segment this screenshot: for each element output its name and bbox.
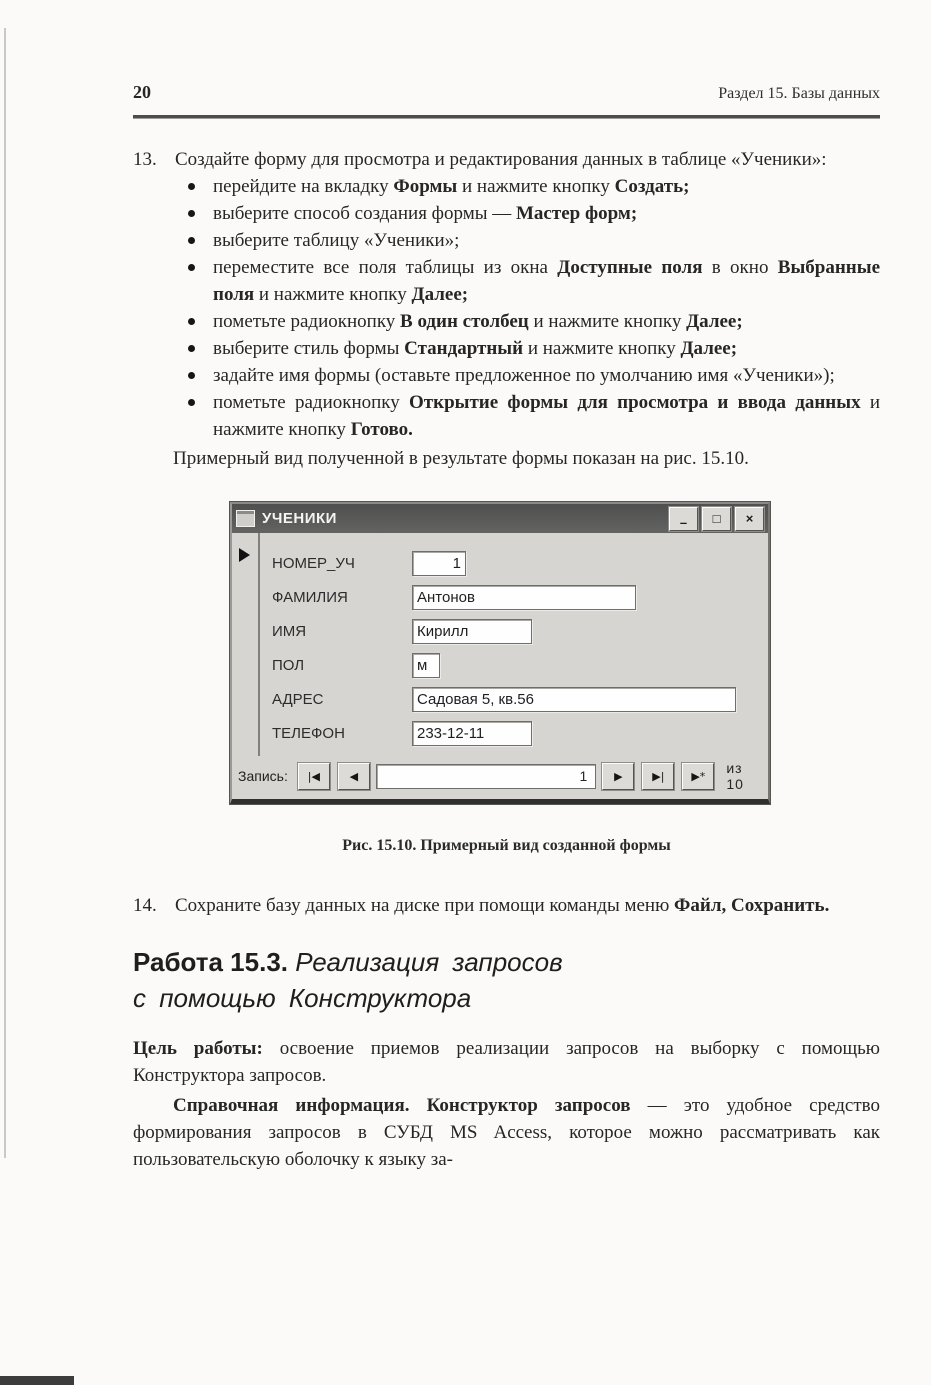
field-row-address [272, 682, 768, 716]
bullet-item: задайте имя формы (оставьте предложенное по умолчанию имя «Ученики»); [133, 362, 880, 389]
new-record-button[interactable] [682, 763, 714, 790]
maximize-icon: □ [712, 511, 721, 526]
field-row-surname [272, 580, 768, 614]
last-record-button[interactable] [642, 763, 674, 790]
next-record-icon: ▶ [614, 769, 623, 783]
task-item-text: Создайте форму для просмотра и редактирования данных в таблице «Ученики»: [175, 149, 827, 170]
field-row-gender [272, 648, 768, 682]
bullet-item: перейдите на вкладку Формы и нажмите кнопку Создать; [133, 173, 880, 200]
field-input-firstname[interactable]: Кирилл [412, 619, 532, 644]
bullet-item: пометьте радиокнопку Открытие формы для просмотра и ввода данных и нажмите кнопку Готово. [133, 389, 880, 443]
field-label: ТЕЛЕФОН [272, 724, 345, 742]
current-record-input[interactable]: 1 [376, 764, 597, 789]
info-paragraph: Справочная информация. Конструктор запросов — это удобное средство формирования запросов в СУБД MS Access, которое можно рассматривать как пользовательскую оболочку к языку за- [133, 1095, 880, 1170]
new-record-icon: ▶* [691, 769, 706, 783]
close-button[interactable] [735, 507, 764, 531]
task-item-number: 13. [133, 149, 157, 170]
maximize-button[interactable] [702, 507, 731, 531]
section-running-title: Раздел 15. Базы данных [718, 85, 880, 102]
prev-record-icon: ◀ [349, 769, 359, 783]
task-item-14 [133, 892, 880, 919]
form-icon [236, 510, 255, 527]
field-input-number[interactable]: 1 [412, 551, 466, 576]
field-input-surname[interactable]: Антонов [412, 585, 636, 610]
minimize-icon: – [679, 515, 688, 530]
record-selector-arrow-icon [239, 548, 250, 562]
window-controls [669, 507, 764, 531]
bullet-item: выберите способ создания формы — Мастер форм; [133, 200, 880, 227]
bullet-item: пометьте радиокнопку В один столбец и нажмите кнопку Далее; [133, 308, 880, 335]
field-label: ИМЯ [272, 622, 307, 640]
task-item-number: 14. [133, 895, 157, 916]
figure-lead-paragraph: Примерный вид полученной в результате формы показан на рис. 15.10. [173, 448, 749, 469]
window-titlebar [232, 504, 768, 533]
field-label: ПОЛ [272, 656, 305, 674]
next-record-button[interactable] [602, 763, 634, 790]
field-input-address[interactable]: Садовая 5, кв.56 [412, 687, 736, 712]
section-heading-title-line2: с помощью Конструктора [133, 983, 472, 1013]
bullet-item: выберите таблицу «Ученики»; [133, 227, 880, 254]
page-number: 20 [133, 82, 151, 102]
bullet-item: выберите стиль формы Стандартный и нажмите кнопку Далее; [133, 335, 880, 362]
figure-caption: Рис. 15.10. Примерный вид созданной формы [342, 837, 671, 854]
close-icon: × [745, 511, 754, 526]
prev-record-button[interactable] [338, 763, 370, 790]
task-item-13 [133, 146, 880, 173]
record-nav-bar [232, 756, 768, 799]
first-record-button[interactable] [298, 763, 330, 790]
field-row-phone [272, 716, 768, 750]
window-title: УЧЕНИКИ [262, 510, 337, 527]
field-label: НОМЕР_УЧ [272, 554, 355, 572]
field-row-firstname [272, 614, 768, 648]
section-heading-title-line1: Реализация запросов [295, 947, 563, 977]
section-heading-number: Работа 15.3. [133, 947, 288, 977]
section-heading [133, 944, 880, 1016]
record-selector-strip[interactable] [232, 533, 260, 756]
minimize-button[interactable] [669, 507, 698, 531]
access-form-window [230, 502, 770, 804]
task-bullet-list [133, 173, 880, 443]
figure-15-10 [230, 502, 770, 804]
field-label: АДРЕС [272, 690, 324, 708]
record-nav-label: Запись: [238, 768, 288, 784]
last-record-icon: ▶| [652, 769, 665, 783]
field-input-phone[interactable]: 233-12-11 [412, 721, 532, 746]
bullet-item: переместите все поля таблицы из окна Доступные поля в окно Выбранные поля и нажмите кнопку Далее; [133, 254, 880, 308]
task-item-text: Сохраните базу данных на диске при помощи команды меню Файл, Сохранить. [175, 895, 830, 916]
first-record-icon: |◀ [307, 769, 320, 783]
page-header [133, 82, 880, 103]
field-label: ФАМИЛИЯ [272, 588, 348, 606]
form-detail-area [232, 533, 768, 756]
field-row-number [272, 546, 768, 580]
record-count-label: из 10 [726, 760, 744, 792]
page-edge-scan-line [4, 28, 6, 1158]
header-rule [133, 115, 880, 119]
page-body [133, 146, 880, 1173]
field-input-gender[interactable]: м [412, 653, 440, 678]
goal-paragraph: Цель работы: освоение приемов реализации запросов на выборку с помощью Конструктора запросов. [133, 1038, 880, 1086]
scan-corner-artifact [0, 1376, 74, 1385]
